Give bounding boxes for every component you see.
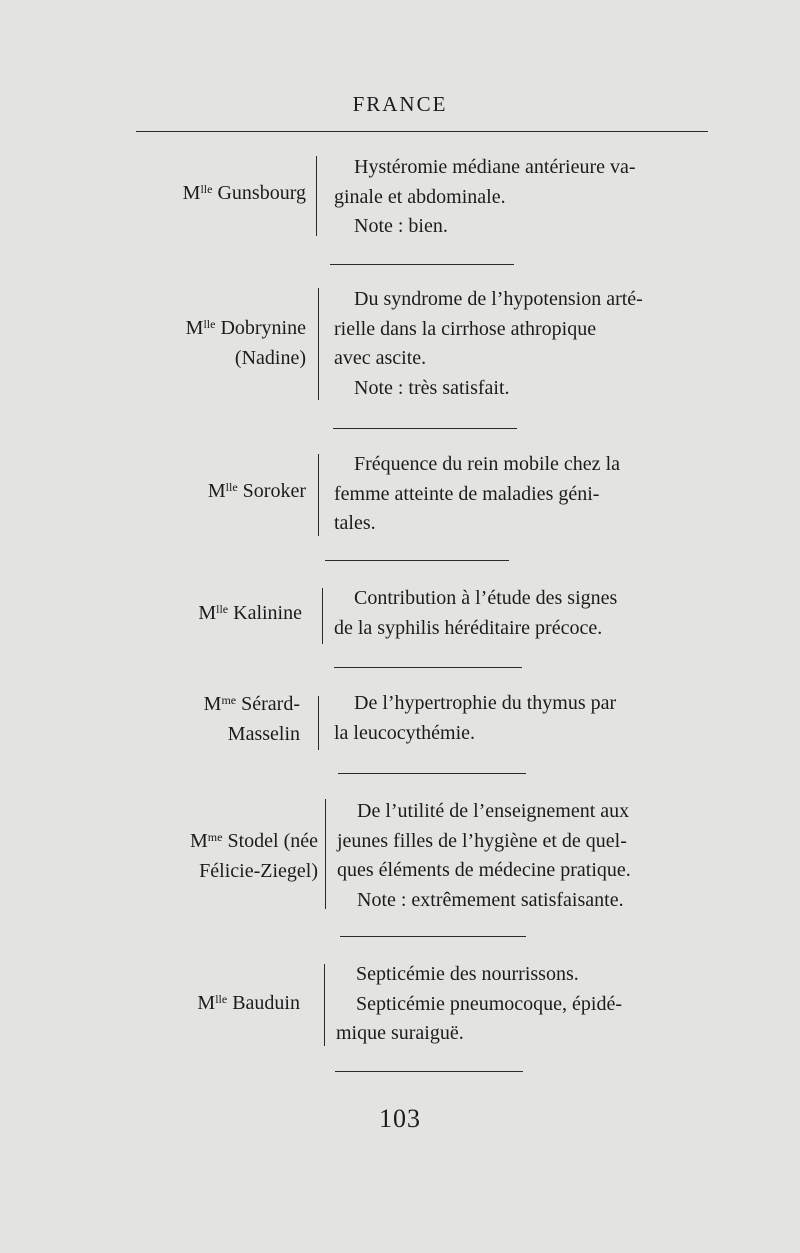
- separator-rule: [335, 1071, 523, 1072]
- desc-line: tales.: [334, 512, 376, 534]
- desc-line: mique suraiguë.: [336, 1022, 464, 1044]
- separator-rule: [338, 773, 526, 774]
- separator-rule: [333, 428, 517, 429]
- bracket-rule: [318, 696, 319, 750]
- entry-name: $M^{lle}$ Gunsbourg: [182, 182, 306, 204]
- desc-line: De l’utilité de l’enseignement aux: [357, 800, 630, 822]
- entry-name: $M^{me}$ Sérard- Masselin: [203, 693, 300, 745]
- entry-note: Note : extrêmement satisfaisante.: [357, 888, 624, 911]
- entry-description: [334, 689, 714, 748]
- bracket-rule: [322, 588, 323, 644]
- entry-name: $M^{lle}$ Dobrynine (Nadine): [185, 317, 306, 369]
- desc-line: De l’hypertrophie du thymus par: [354, 692, 617, 714]
- entry-description: [334, 450, 714, 539]
- header-rule: [136, 131, 708, 132]
- desc-line: Septicémie pneumocoque, épidé-: [356, 992, 623, 1015]
- separator-rule: [325, 560, 509, 561]
- entry-description: [334, 153, 714, 242]
- entry-description: [336, 960, 716, 1049]
- desc-line: Du syndrome de l’hypotension arté-: [354, 288, 643, 310]
- bracket-rule: [318, 288, 319, 400]
- bracket-rule: [324, 964, 325, 1046]
- desc-line: Hystéromie médiane antérieure va-: [354, 156, 636, 178]
- separator-rule: [330, 264, 514, 265]
- entry-soroker: [0, 448, 800, 538]
- entry-stodel: [0, 795, 800, 915]
- desc-line: Contribution à l’étude des signes: [354, 587, 618, 609]
- entry-name: $M^{lle}$ Kalinine: [198, 602, 302, 624]
- entry-description: [337, 797, 717, 915]
- entry-serard-masselin: [0, 688, 800, 752]
- desc-line: de la syphilis héréditaire précoce.: [334, 616, 603, 639]
- bracket-rule: [316, 156, 317, 236]
- entry-name: $M^{me}$ Stodel (née Félicie-Ziegel): [190, 830, 318, 882]
- page-number: 103: [379, 1104, 421, 1133]
- entry-description: [334, 285, 714, 403]
- entry-name: $M^{lle}$ Bauduin: [197, 992, 300, 1014]
- bracket-rule: [325, 799, 326, 909]
- entry-note: Note : très satisfait.: [354, 376, 510, 399]
- desc-line: ques éléments de médecine pratique.: [337, 859, 631, 881]
- desc-line: la leucocythémie.: [334, 721, 476, 744]
- bracket-rule: [318, 454, 319, 536]
- entry-description: [334, 584, 714, 643]
- entry-note: Note : bien.: [354, 215, 448, 237]
- entry-kalinine: [0, 582, 800, 646]
- desc-line: Fréquence du rein mobile chez la: [354, 453, 620, 475]
- desc-line: jeunes filles de l’hygiène et de quel-: [337, 829, 627, 852]
- desc-line: femme atteinte de maladies géni-: [334, 482, 600, 505]
- entry-bauduin: [0, 958, 800, 1048]
- page-header: FRANCE: [352, 92, 448, 116]
- entry-name: $M^{lle}$ Soroker: [207, 480, 306, 502]
- desc-line: avec ascite.: [334, 347, 427, 369]
- entry-gunsbourg: [0, 150, 800, 240]
- desc-line: rielle dans la cirrhose athropique: [334, 317, 597, 340]
- separator-rule: [334, 667, 522, 668]
- separator-rule: [340, 936, 526, 937]
- entry-dobrynine: [0, 282, 800, 402]
- desc-line: ginale et abdominale.: [334, 185, 506, 208]
- desc-line: Septicémie des nourrissons.: [356, 963, 579, 985]
